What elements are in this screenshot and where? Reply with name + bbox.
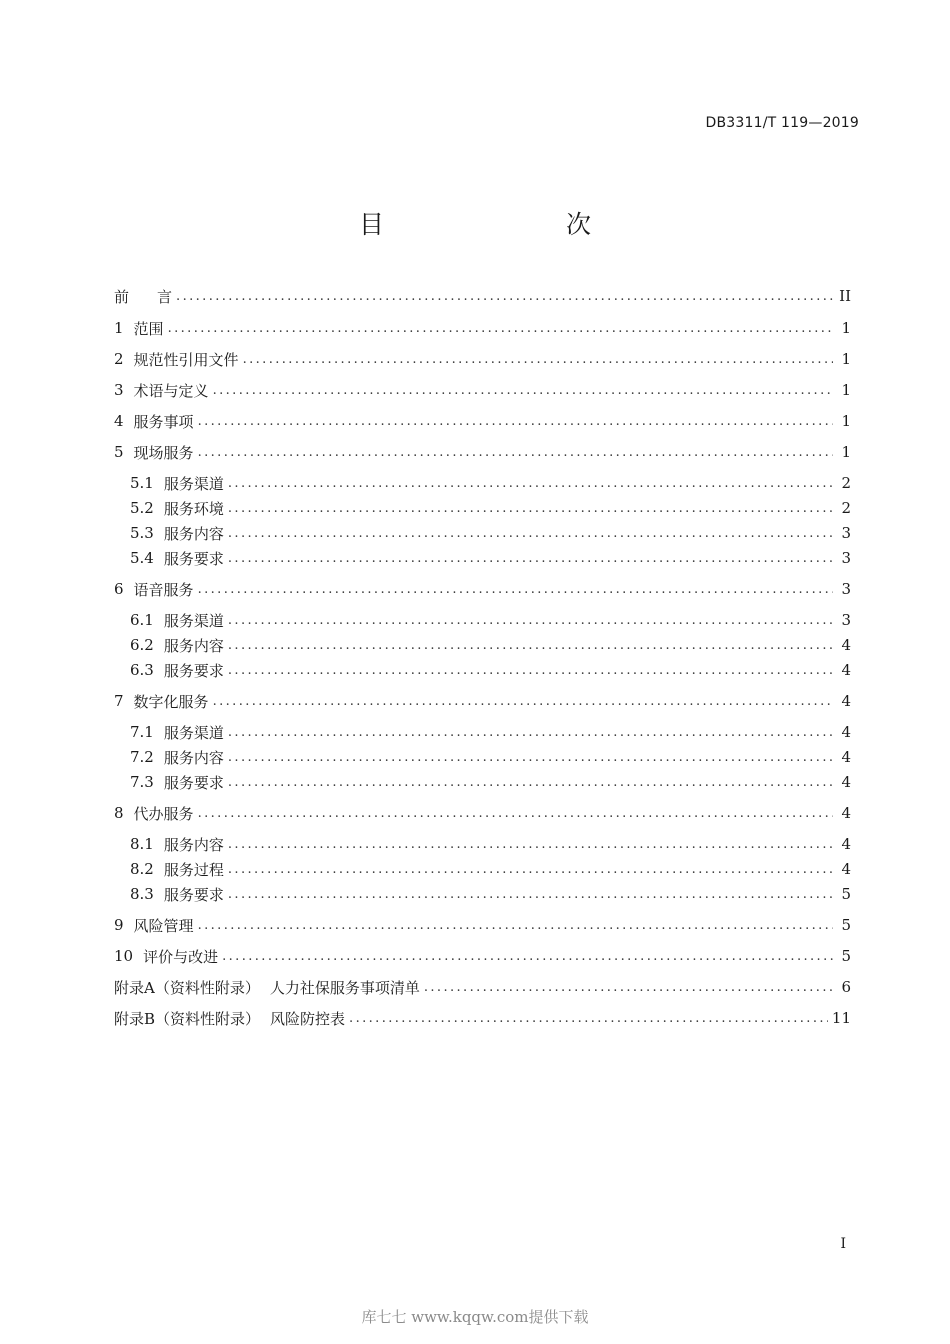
- toc-entry[interactable]: [114, 577, 851, 601]
- toc-entry-number: 10: [114, 947, 134, 965]
- toc-entry-label: 术语与定义: [133, 381, 209, 400]
- toc-entry-label: 服务要求: [163, 549, 224, 568]
- toc-entry-label: 范围: [133, 319, 164, 338]
- toc-entry-number: 8.1: [130, 835, 154, 853]
- toc-entry-page: 4: [841, 636, 851, 654]
- toc-leader-dots: [213, 384, 833, 397]
- toc-leader-dots: [198, 919, 833, 932]
- toc-entry-page: 4: [841, 661, 851, 679]
- toc-entry[interactable]: [130, 857, 851, 881]
- toc-entry[interactable]: [114, 975, 851, 999]
- toc-entry-label: 服务要求: [163, 661, 224, 680]
- document-code: DB3311/T 119—2019: [705, 115, 859, 131]
- toc-leader-dots: [176, 290, 833, 303]
- toc-entry[interactable]: [130, 546, 851, 570]
- toc-entry-label: 服务内容: [163, 636, 224, 655]
- toc-entry[interactable]: [114, 913, 851, 937]
- toc-leader-dots: [243, 353, 833, 366]
- toc-entry-number: 1: [114, 319, 124, 337]
- toc-entry-number: 6.1: [130, 611, 154, 629]
- toc-entry[interactable]: [114, 409, 851, 433]
- toc-entry-page: 6: [841, 978, 851, 996]
- toc-leader-dots: [228, 639, 833, 652]
- toc-entry-page: 4: [841, 835, 851, 853]
- toc-leader-dots: [198, 583, 833, 596]
- toc-entry-number: 8: [114, 804, 124, 822]
- toc-entry-label: 服务环境: [163, 499, 224, 518]
- toc-entry-number: 4: [114, 412, 124, 430]
- toc-entry[interactable]: [130, 658, 851, 682]
- toc-entry-label: 风险防控表: [270, 1009, 346, 1028]
- toc-entry-page: 5: [841, 916, 851, 934]
- toc-leader-dots: [349, 1012, 828, 1025]
- toc-entry-page: 1: [841, 443, 851, 461]
- toc-entry-label: 现场服务: [133, 443, 194, 462]
- toc-entry-number: 附录B（资料性附录）: [114, 1009, 261, 1028]
- toc-entry-page: 11: [831, 1009, 851, 1027]
- toc-entry-number: 6.2: [130, 636, 154, 654]
- toc-entry[interactable]: [130, 471, 851, 495]
- toc-entry[interactable]: [114, 284, 851, 308]
- toc-entry-page: 1: [841, 350, 851, 368]
- toc-entry-number: 5.1: [130, 474, 154, 492]
- toc-entry-page: 1: [841, 319, 851, 337]
- toc-leader-dots: [228, 838, 833, 851]
- toc-entry-number: 8.2: [130, 860, 154, 878]
- toc-entry-label: 数字化服务: [133, 692, 209, 711]
- toc-entry[interactable]: [114, 378, 851, 402]
- toc-leader-dots: [198, 807, 833, 820]
- toc-leader-dots: [228, 502, 833, 515]
- toc-entry-number: 5.3: [130, 524, 154, 542]
- toc-entry-label: 人力社保服务事项清单: [269, 978, 420, 997]
- toc-entry-label: 服务内容: [163, 835, 224, 854]
- toc-entry[interactable]: [114, 1006, 851, 1030]
- toc-entry[interactable]: [130, 521, 851, 545]
- toc-entry-label: 规范性引用文件: [133, 350, 239, 369]
- toc-entry-label: 服务内容: [163, 524, 224, 543]
- toc-entry-label: 服务要求: [163, 885, 224, 904]
- toc-entry-page: 3: [841, 549, 851, 567]
- toc-entry[interactable]: [114, 347, 851, 371]
- toc-entry-page: 4: [841, 723, 851, 741]
- toc-entry[interactable]: [114, 689, 851, 713]
- toc-entry-label: 服务渠道: [163, 723, 224, 742]
- toc-entry-label: 评价与改进: [143, 947, 219, 966]
- toc-entry-page: 2: [841, 474, 851, 492]
- toc-entry[interactable]: [130, 745, 851, 769]
- toc-leader-dots: [168, 322, 833, 335]
- toc-entry-number: 3: [114, 381, 124, 399]
- toc-entry-label: 服务渠道: [163, 611, 224, 630]
- toc-entry[interactable]: [130, 832, 851, 856]
- toc-leader-dots: [228, 527, 833, 540]
- toc-leader-dots: [424, 981, 833, 994]
- toc-entry-number: 5: [114, 443, 124, 461]
- toc-entry[interactable]: [114, 440, 851, 464]
- page-number: I: [840, 1236, 846, 1252]
- toc-entry-label: 语音服务: [133, 580, 194, 599]
- toc-entry-number: 7.1: [130, 723, 154, 741]
- toc-leader-dots: [228, 477, 833, 490]
- toc-entry-number: 6: [114, 580, 124, 598]
- toc-title: 目 次: [358, 210, 635, 239]
- toc-entry-label: 代办服务: [133, 804, 194, 823]
- toc-entry[interactable]: [130, 882, 851, 906]
- toc-entry-label: 服务事项: [133, 412, 194, 431]
- toc-entry-number: 2: [114, 350, 124, 368]
- toc-entry-number: 5.4: [130, 549, 154, 567]
- toc-entry-number: 6.3: [130, 661, 154, 679]
- toc-entry-page: 1: [841, 381, 851, 399]
- toc-entry-page: 4: [841, 773, 851, 791]
- toc-leader-dots: [228, 726, 833, 739]
- toc-leader-dots: [228, 776, 833, 789]
- toc-entry-page: 3: [841, 611, 851, 629]
- toc-entry-page: 3: [841, 580, 851, 598]
- toc-entry-page: 5: [841, 947, 851, 965]
- toc-leader-dots: [198, 415, 833, 428]
- toc-leader-dots: [228, 751, 833, 764]
- toc-entry-page: II: [839, 287, 851, 305]
- toc-entry-number: 前: [114, 287, 130, 306]
- toc-entry-page: 4: [841, 692, 851, 710]
- toc-entry-label: 言: [157, 287, 173, 306]
- toc-entry-number: 7.3: [130, 773, 154, 791]
- toc-leader-dots: [228, 888, 833, 901]
- toc-entry-label: 服务内容: [163, 748, 224, 767]
- toc-leader-dots: [228, 863, 833, 876]
- toc-entry[interactable]: [130, 633, 851, 657]
- toc-entry-number: 附录A（资料性附录）: [114, 978, 260, 997]
- toc-entry-number: 8.3: [130, 885, 154, 903]
- toc-entry-label: 服务渠道: [163, 474, 224, 493]
- toc-entry-label: 风险管理: [133, 916, 194, 935]
- toc-entry-number: 9: [114, 916, 124, 934]
- toc-entry[interactable]: [130, 720, 851, 744]
- toc-entry[interactable]: [114, 316, 851, 340]
- toc-entry-number: 7.2: [130, 748, 154, 766]
- toc-entry-page: 2: [841, 499, 851, 517]
- toc-leader-dots: [222, 950, 833, 963]
- toc-entry[interactable]: [130, 496, 851, 520]
- toc-entry-page: 4: [841, 860, 851, 878]
- toc-entry[interactable]: [114, 801, 851, 825]
- toc-leader-dots: [228, 552, 833, 565]
- toc-leader-dots: [228, 614, 833, 627]
- toc-entry-number: 7: [114, 692, 124, 710]
- watermark-text: 库七七 www.kqqw.com提供下载: [361, 1308, 589, 1326]
- toc-entry-page: 4: [841, 804, 851, 822]
- toc-entry-page: 4: [841, 748, 851, 766]
- toc-entry[interactable]: [130, 608, 851, 632]
- toc-entry-label: 服务要求: [163, 773, 224, 792]
- toc-entry-label: 服务过程: [163, 860, 224, 879]
- toc-entry[interactable]: [114, 944, 851, 968]
- toc-entry-number: 5.2: [130, 499, 154, 517]
- toc-entry-page: 3: [841, 524, 851, 542]
- toc-leader-dots: [198, 446, 833, 459]
- toc-entry[interactable]: [130, 770, 851, 794]
- toc-leader-dots: [228, 664, 833, 677]
- toc-entry-page: 5: [841, 885, 851, 903]
- toc-entry-page: 1: [841, 412, 851, 430]
- toc-leader-dots: [213, 695, 833, 708]
